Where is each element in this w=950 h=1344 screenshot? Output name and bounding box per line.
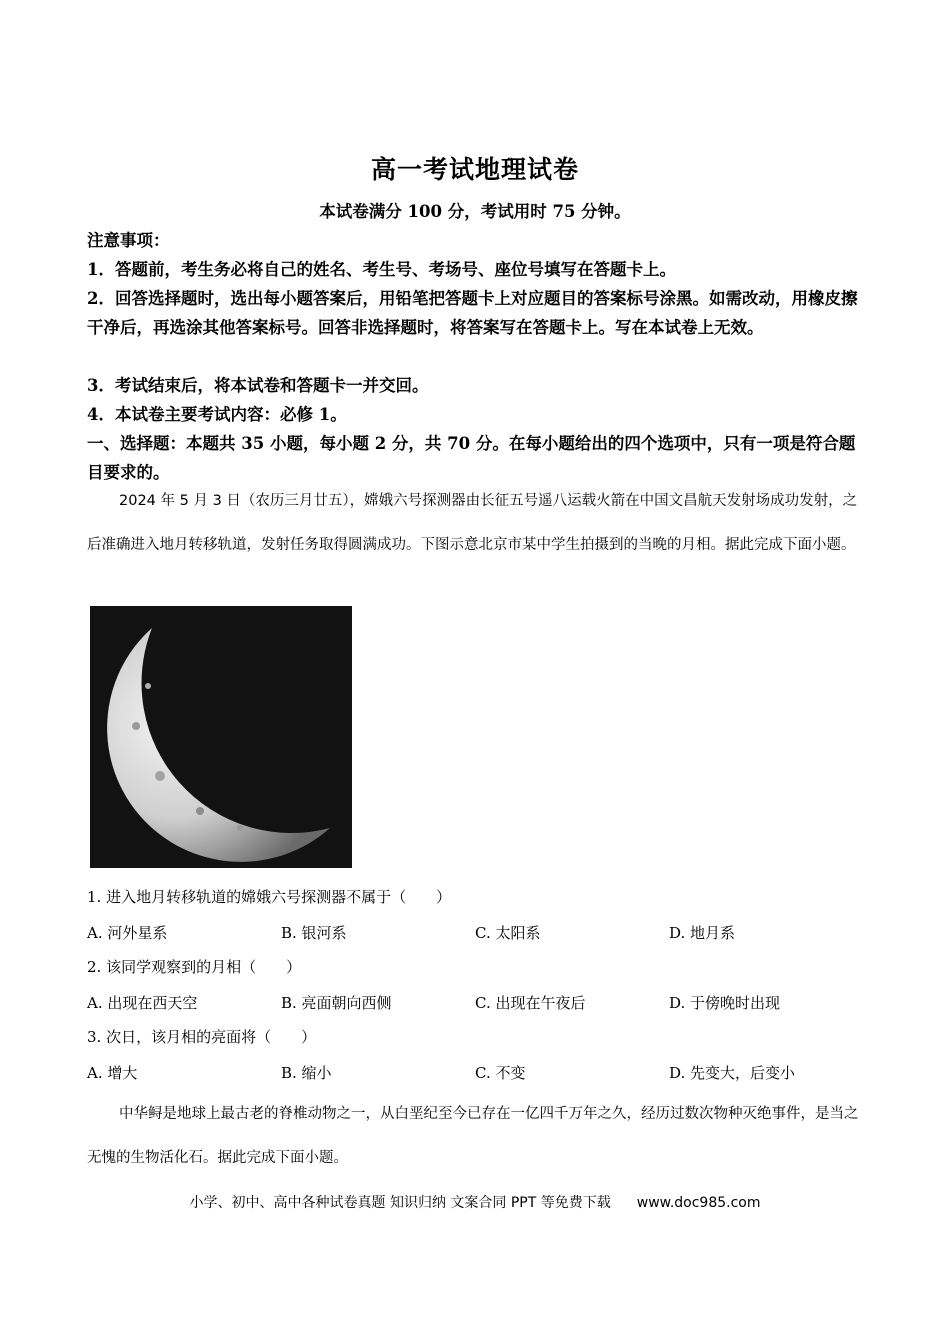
- exam-subtitle: 本试卷满分 100 分，考试用时 75 分钟。: [319, 202, 631, 221]
- crater-mark: [145, 683, 151, 689]
- passage-2-text: 中华鲟是地球上最古老的脊椎动物之一，从白垩纪至今已存在一亿四千万年之久，经历过数次物种灭绝事件，是当之无愧的生物活化石。据此完成下面小题。: [87, 1106, 859, 1166]
- passage-chinese-sturgeon: [87, 1092, 865, 1180]
- page-title: 高一考试地理试卷: [370, 155, 579, 184]
- crater-mark: [132, 722, 140, 730]
- moon-phase-photo: [90, 606, 352, 868]
- question-2-stem: 2. 该同学观察到的月相（ ）: [87, 958, 302, 976]
- option-b: B. 缩小: [281, 1064, 332, 1082]
- option-a: A. 增大: [87, 1064, 138, 1082]
- notice-item-1: 1．答题前，考生务必将自己的姓名、考生号、考场号、座位号填写在答题卡上。: [87, 260, 676, 279]
- question-3-options: [87, 1062, 867, 1082]
- option-d: D. 地月系: [669, 924, 736, 942]
- footer-link[interactable]: www.doc985.com: [636, 1195, 761, 1211]
- option-c: C. 出现在午夜后: [475, 994, 586, 1012]
- option-c: C. 不变: [475, 1064, 526, 1082]
- option-a: A. 河外星系: [87, 924, 168, 942]
- option-a: A. 出现在西天空: [87, 994, 198, 1012]
- notice-item-2: 2．回答选择题时，选出每小题答案后，用铅笔把答题卡上对应题目的答案标号涂黑。如需改动，用橡皮擦干净后，再选涂其他答案标号。回答非选择题时，将答案写在答题卡上。写在本试卷上无效。: [87, 289, 858, 337]
- notice-item-3: 3．考试结束后，将本试卷和答题卡一并交回。: [87, 376, 429, 395]
- section-heading: 一、选择题：本题共 35 小题，每小题 2 分，共 70 分。在每小题给出的四个选项中，只有一项是符合题目要求的。: [87, 434, 856, 482]
- option-c: C. 太阳系: [475, 924, 541, 942]
- question-1-options: [87, 922, 867, 942]
- passage-chang-e-6: [87, 479, 865, 567]
- passage-1-text: 2024 年 5 月 3 日（农历三月廿五），嫦娥六号探测器由长征五号遥八运载火箭在中国文昌航天发射场成功发射，之后准确进入地月转移轨道，发射任务取得圆满成功。下图示意北京市某中学生拍摄到的当晚的月相。据此完成下面小题。: [87, 493, 858, 553]
- option-d: D. 先变大，后变小: [669, 1064, 796, 1082]
- question-3-stem: 3. 次日，该月相的亮面将（ ）: [87, 1028, 317, 1046]
- footer-text: 小学、初中、高中各种试卷真题 知识归纳 文案合同 PPT 等免费下载: [189, 1195, 611, 1211]
- crater-mark: [196, 807, 204, 815]
- page-footer: [0, 1192, 950, 1212]
- question-2-options: [87, 992, 867, 1012]
- crater-mark: [237, 825, 243, 831]
- crater-mark: [155, 771, 165, 781]
- option-b: B. 亮面朝向西侧: [281, 994, 392, 1012]
- question-1-stem: 1. 进入地月转移轨道的嫦娥六号探测器不属于（ ）: [87, 888, 452, 906]
- option-d: D. 于傍晚时出现: [669, 994, 781, 1012]
- notice-item-4: 4．本试卷主要考试内容：必修 1。: [87, 405, 347, 424]
- option-b: B. 银河系: [281, 924, 347, 942]
- notice-heading: 注意事项：: [87, 231, 170, 250]
